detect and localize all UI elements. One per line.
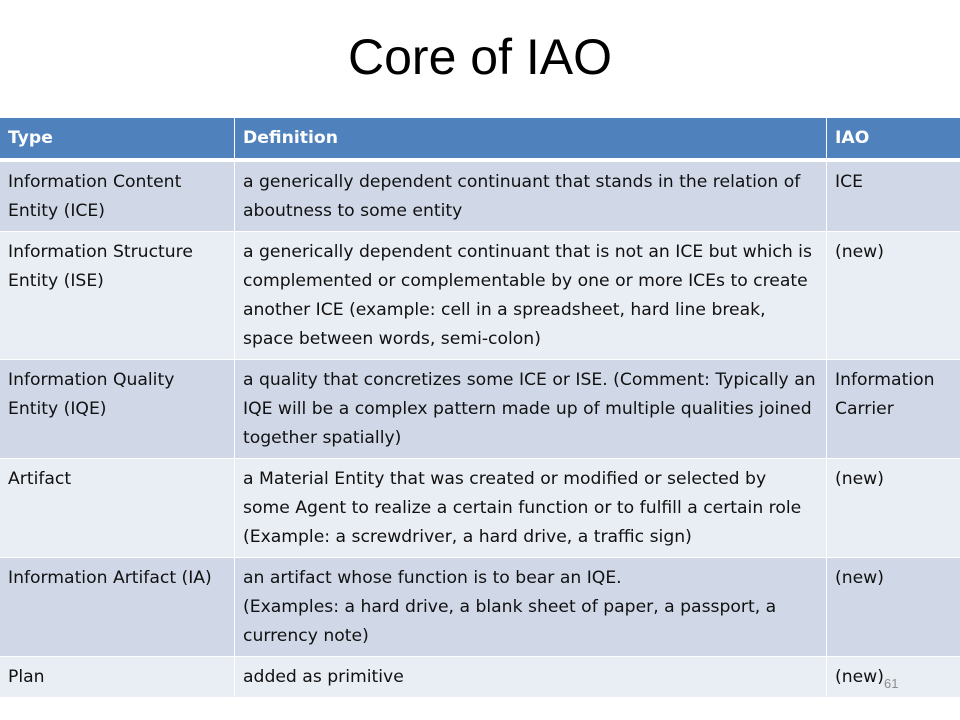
header-definition: Definition xyxy=(234,118,826,161)
cell-iao: (new) xyxy=(826,656,960,697)
iao-core-table xyxy=(0,118,960,697)
slide-title: Core of IAO xyxy=(348,29,612,85)
page-number: 61 xyxy=(884,676,899,691)
cell-type: Information Content Entity (ICE) xyxy=(0,161,234,231)
table-row xyxy=(0,359,960,458)
cell-definition: an artifact whose function is to bear an IQE. (Examples: a hard drive, a blank sheet of paper, a passport, a currency note) xyxy=(234,557,826,656)
table-row xyxy=(0,557,960,656)
cell-iao: ICE xyxy=(826,161,960,231)
cell-definition: a quality that concretizes some ICE or ISE. (Comment: Typically an IQE will be a complex pattern made up of multiple qualities joined together spatially) xyxy=(234,359,826,458)
cell-definition: a generically dependent continuant that stands in the relation of aboutness to some entity xyxy=(234,161,826,231)
cell-iao: (new) xyxy=(826,557,960,656)
cell-definition: a generically dependent continuant that is not an ICE but which is complemented or complementable by one or more ICEs to create another ICE (example: cell in a spreadsheet, hard line break, space between words, semi-colon) xyxy=(234,231,826,359)
table-row xyxy=(0,656,960,697)
cell-type: Artifact xyxy=(0,458,234,557)
table-row xyxy=(0,458,960,557)
cell-type: Information Artifact (IA) xyxy=(0,557,234,656)
cell-type: Information Quality Entity (IQE) xyxy=(0,359,234,458)
cell-type: Plan xyxy=(0,656,234,697)
cell-type: Information Structure Entity (ISE) xyxy=(0,231,234,359)
cell-iao: (new) xyxy=(826,231,960,359)
cell-iao: Information Carrier xyxy=(826,359,960,458)
table-row xyxy=(0,161,960,231)
table-row xyxy=(0,231,960,359)
cell-iao: (new) xyxy=(826,458,960,557)
header-type: Type xyxy=(0,118,234,161)
table-header-row xyxy=(0,118,960,161)
header-iao: IAO xyxy=(826,118,960,161)
cell-definition: added as primitive xyxy=(234,656,826,697)
cell-definition: a Material Entity that was created or modified or selected by some Agent to realize a certain function or to fulfill a certain role (Example: a screwdriver, a hard drive, a traffic sign) xyxy=(234,458,826,557)
